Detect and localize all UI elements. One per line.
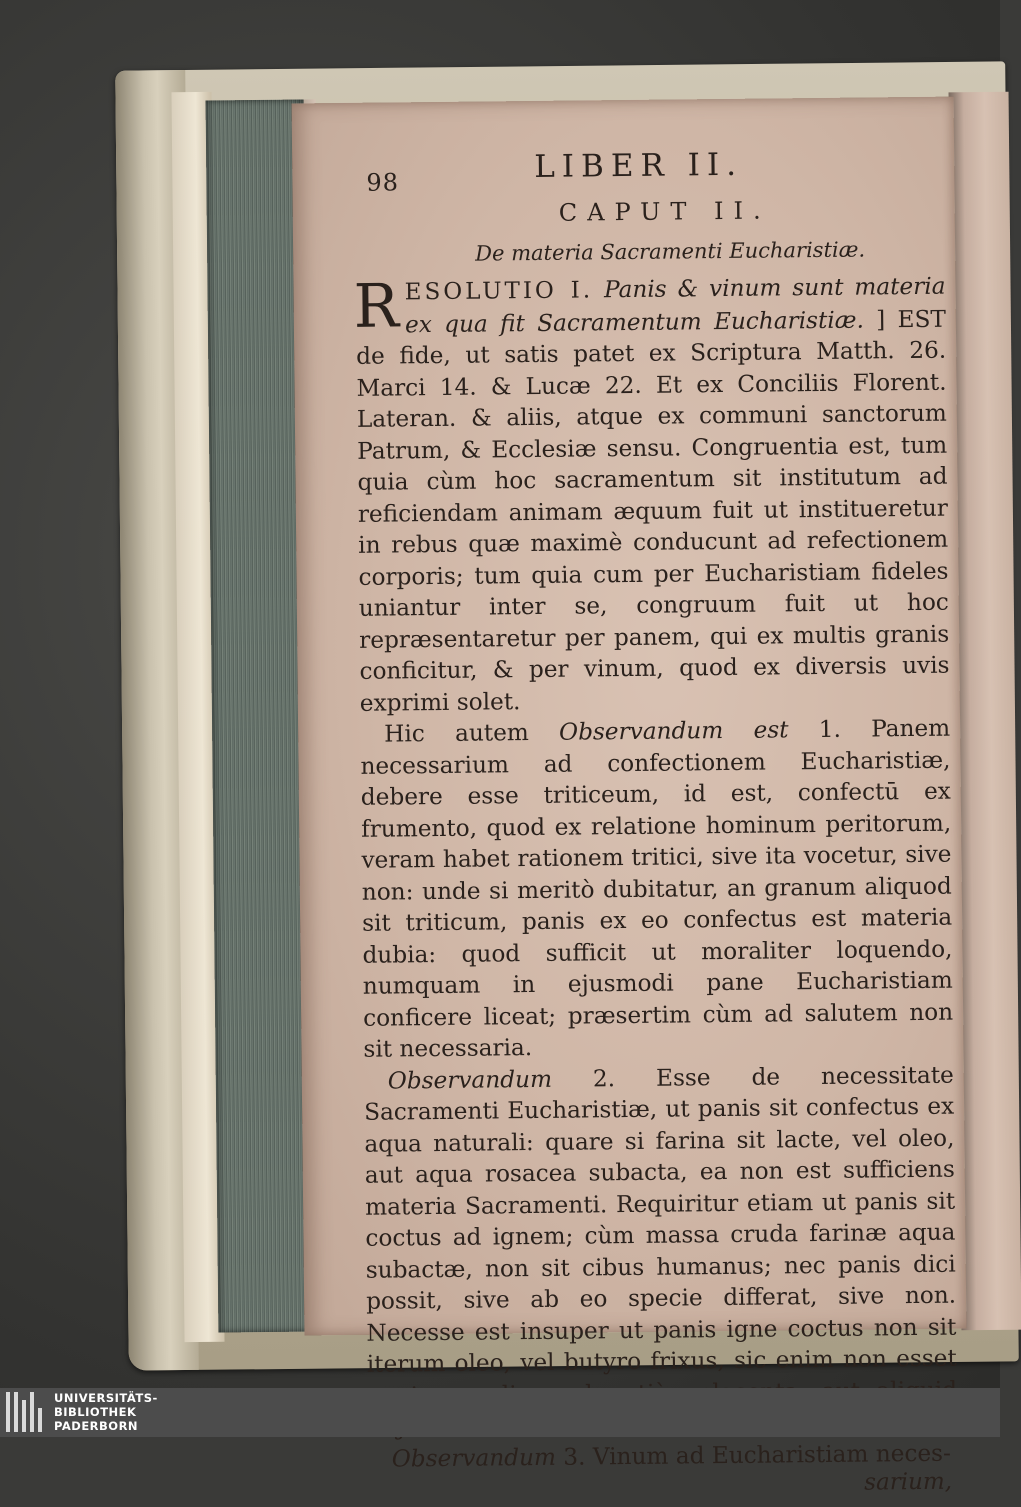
resolutio-body: ] EST de fide, ut satis patet ex Scriptura Matth. 26. Marci 14. & Lucæ 22. Et ex Conciliis Florent. Lateran. & aliis, atque ex communi sanctorum Patrum, & Ecclesiæ sensu. Congruentia est, tum quia cùm hoc sacramentum sit institutum ad reficiendam animam æquum fuit ut institueretur in rebus quæ maximè conducunt ad refectionem corporis; tum quia cum per Eucharistiam fideles uniantur inter se, congruum fuit ut hoc repræsentaretur per panem, qui ex multis granis conficitur, & per vinum, quod ex diversis uvis exprimi solet. <box>356 305 950 717</box>
library-name <box>54 1391 158 1433</box>
observandum-3-label: Observandum <box>391 1443 557 1473</box>
observandum-2-label: Observandum <box>387 1065 553 1095</box>
observandum-1-lead: Hic autem <box>384 719 529 748</box>
resolutio-paragraph <box>355 271 950 719</box>
drop-cap: R <box>353 271 400 342</box>
library-logo-icon <box>6 1390 48 1434</box>
observandum-1-paragraph <box>360 713 954 1066</box>
library-footer <box>0 1388 1000 1437</box>
page-header <box>354 145 944 195</box>
catchword: sarium, <box>864 1468 953 1496</box>
observandum-3-body: 3. Vinum ad Eucharistiam neces- <box>563 1439 951 1471</box>
library-name-line1: UNIVERSITÄTS- <box>54 1391 158 1405</box>
book-page <box>292 97 967 1496</box>
running-head: LIBER II. <box>534 146 744 185</box>
observandum-2-paragraph <box>364 1059 958 1443</box>
library-name-line2: BIBLIOTHEK <box>54 1405 137 1419</box>
library-name-line3: PADERBORN <box>54 1419 139 1433</box>
chapter-title: De materia Sacramenti Eucharistiæ. <box>475 237 866 266</box>
page-text <box>354 145 958 1507</box>
catchword-row <box>368 1469 958 1507</box>
observandum-1-body: 1. Panem necessarium ad confectionem Eucharistiæ, debere esse triticeum, id est, confectū ex frumento, quod ex relatione hominum peritorum, veram habet rationem tritici, sive ita vocetur, sive non: unde si meritò dubitatur, an granum aliquod sit triticum, panis ex eo confectus est materia dubia: quod sufficit ut moraliter loquendo, numquam in ejusmodi pane Eucharistiam conficere liceat; præsertim cùm ad salutem non sit necessaria. <box>360 714 954 1063</box>
chapter-heading: CAPUT II. <box>558 196 771 227</box>
observandum-2-body: 2. Esse de necessitate Sacramenti Eucharistiæ, ut panis sit confectus ex aqua naturali: quare si farina sit lacte, vel oleo, aut aqua rosacea subacta, ea non est sufficiens materia Sacramenti. Requiritur etiam ut panis sit coctus ad ignem; cùm massa cruda farinæ aqua subactæ, non sit cibus humanus; nec panis dici possit, sive ab eo specie differat, sive non. Necesse est insuper ut panis igne coctus non sit iterum oleo, vel butyro frixus, sic enim non esset <box>363 1061 957 1378</box>
observandum-1-label: Observandum est <box>558 716 789 746</box>
resolutio-thesis: Panis & vinum sunt materia ex qua fit Sacramentum Eucharistiæ. <box>404 272 946 338</box>
page-number: 98 <box>366 168 400 197</box>
resolutio-heading: ESOLUTIO I. <box>404 277 594 306</box>
